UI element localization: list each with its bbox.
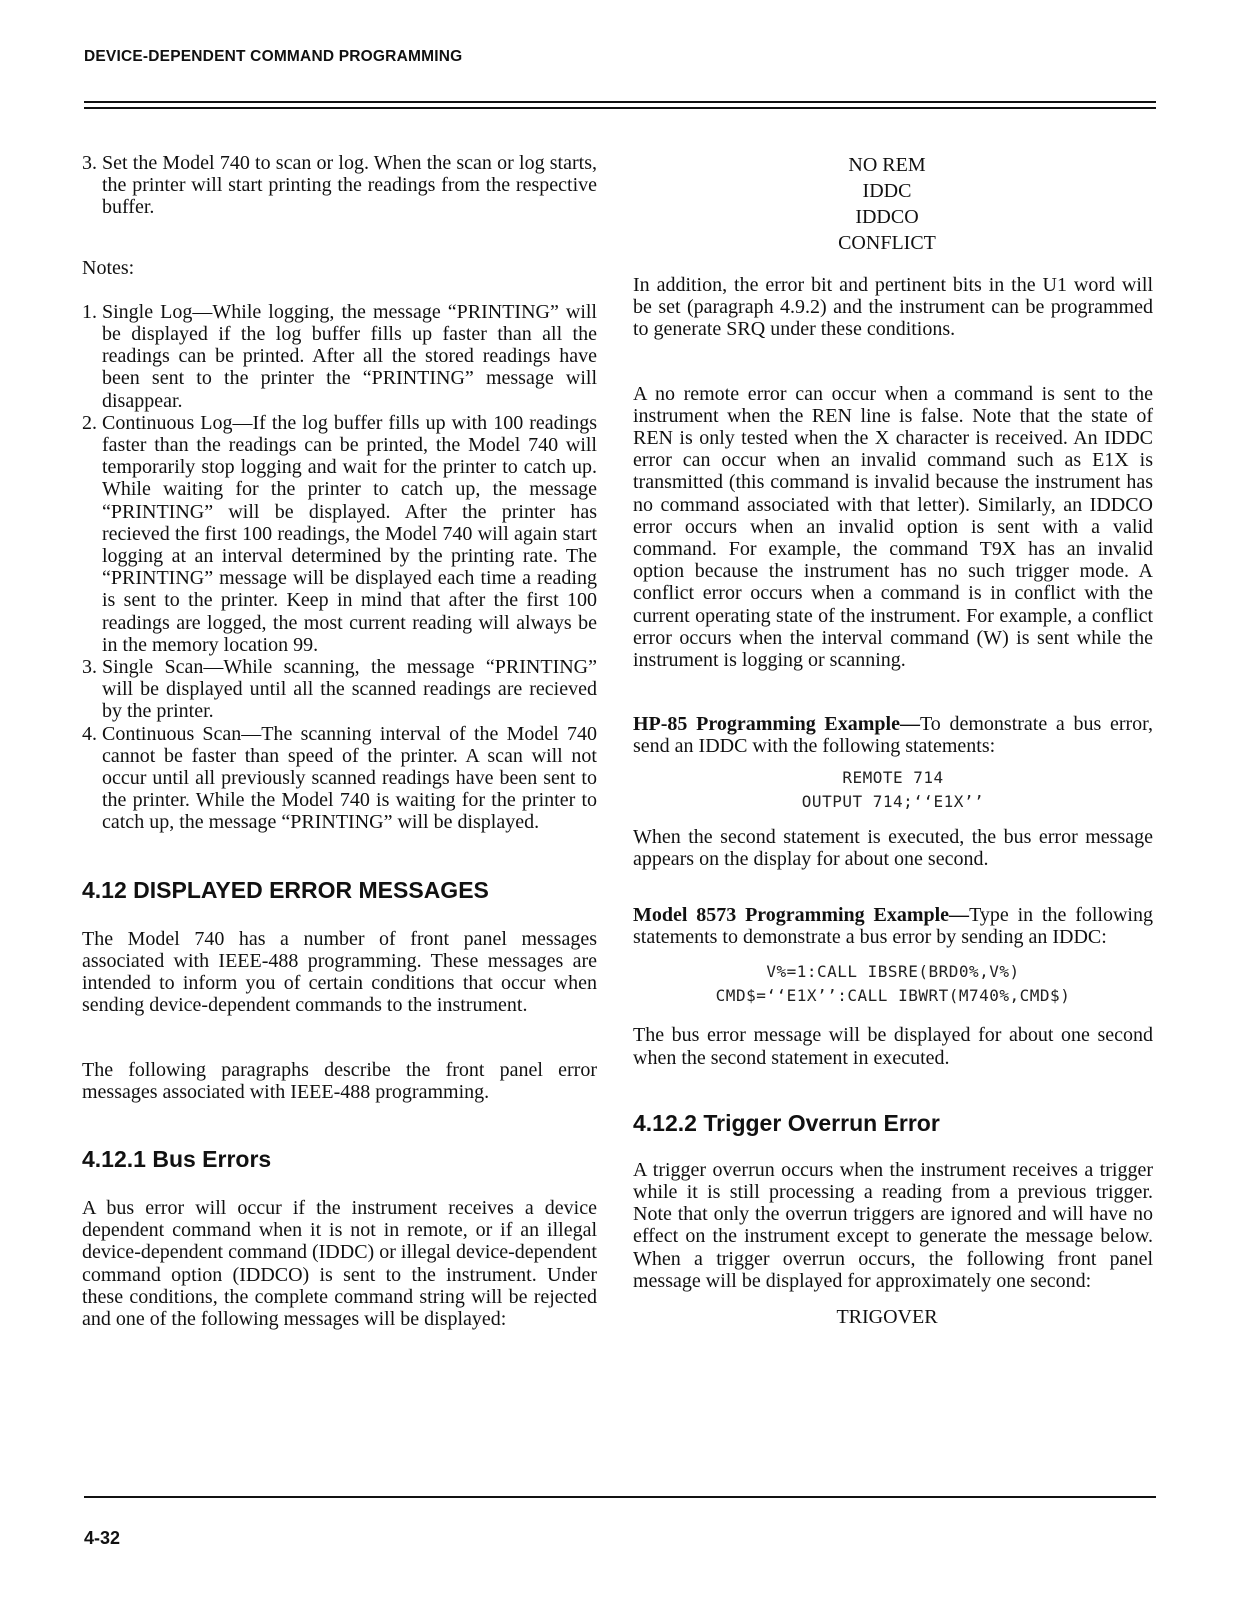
model-8573-code-block <box>633 960 1153 1008</box>
code-line: CMD$=‘‘E1X’’:CALL IBWRT(M740%,CMD$) <box>715 986 1071 1006</box>
note-number: 1. <box>82 300 97 323</box>
hp85-after-paragraph: When the second statement is executed, the bus error message appears on the display for about one second. <box>633 825 1153 870</box>
message-conflict: CONFLICT <box>838 232 936 254</box>
hp85-lead: HP-85 Programming Example— <box>633 713 920 736</box>
code-line: REMOTE 714 <box>842 767 944 787</box>
section-4-12-heading: 4.12 DISPLAYED ERROR MESSAGES <box>82 876 489 903</box>
hp85-text: To demonstrate a bus error, send an IDDC with the following statements: <box>633 713 1154 758</box>
hp85-code-block <box>633 766 1153 814</box>
notes-list <box>82 301 597 834</box>
section-4-12-1-heading: 4.12.1 Bus Errors <box>82 1145 272 1172</box>
header-rule-secondary <box>84 107 1156 109</box>
notes-label: Notes: <box>82 256 135 279</box>
right-column <box>633 152 1153 1328</box>
error-message-list <box>621 152 1153 256</box>
page-number: 4-32 <box>84 1528 121 1548</box>
model-8573-paragraph <box>633 904 1153 948</box>
note-text: Continuous Log—If the log buffer fills up with 100 readings faster than the readings can be printed, the Model 740 will temporarily stop logging and wait for the printer to catch up. While waiting for the printer to catch up, the message “PRINTING” will be displayed. After the printer has recieved the first 100 readings, the Model 740 will again start logging at an interval determined by the printing rate. The “PRINTING” message will be displayed each time a reading is sent to the printer. Keep in mind that after the first 100 readings are logged, the most current reading will always be in the memory location 99. <box>102 411 597 656</box>
note-text: Single Scan—While scanning, the message “PRINTING” will be displayed until all the scanned readings are recieved by the printer. <box>102 656 597 723</box>
code-line: V%=1:CALL IBSRE(BRD0%,V%) <box>766 962 1020 982</box>
step-text: Set the Model 740 to scan or log. When the scan or log starts, the printer will start printing the readings from the respective buffer. <box>102 152 597 219</box>
no-remote-paragraph: A no remote error can occur when a command is sent to the instrument when the REN line is false. Note that the state of REN is only tested when the X character is received. An IDDC error can occur when an invalid command such as E1X is transmitted (this command is invalid because the instrument has no command associated with that letter). Similarly, an IDDCO error occurs when an invalid option is sent with a valid command. For example, the command T9X has an invalid option because the instrument has no such trigger mode. A conflict error occurs when a command is in conflict with the current operating state of the instrument. For example, a conflict error occurs when the interval command (W) is sent while the instrument is logging or scanning. <box>633 382 1153 672</box>
section-4-12-paragraph: The following paragraphs describe the front panel error messages associated with IEEE-488 programming. <box>82 1058 597 1103</box>
message-iddco: IDDCO <box>855 206 919 228</box>
note-text: Continuous Scan—The scanning interval of the Model 740 cannot be faster than speed of the printer. A scan will not occur until all previously scanned readings have been sent to the printer. While the Model 740 is waiting for the printer to catch up, the message “PRINTING” will be displayed. <box>102 722 597 834</box>
note-item <box>82 412 597 656</box>
model-8573-after-paragraph: The bus error message will be displayed for about one second when the second statement in executed. <box>633 1024 1153 1069</box>
code-line: OUTPUT 714;‘‘E1X’’ <box>801 791 985 811</box>
model-8573-lead: Model 8573 Programming Example— <box>633 904 970 927</box>
page-header: DEVICE-DEPENDENT COMMAND PROGRAMMING <box>84 48 463 65</box>
header-rule <box>84 101 1156 103</box>
note-number: 4. <box>82 722 97 745</box>
note-item <box>82 723 597 834</box>
addition-paragraph: In addition, the error bit and pertinent bits in the U1 word will be set (paragraph 4.9.2) and the instrument can be programmed to generate SRQ under these conditions. <box>633 274 1153 341</box>
section-4-12-2-heading: 4.12.2 Trigger Overrun Error <box>633 1109 940 1136</box>
note-number: 3. <box>82 656 97 679</box>
message-iddc: IDDC <box>862 180 912 202</box>
note-item <box>82 656 597 723</box>
trigover-message: TRIGOVER <box>836 1306 938 1329</box>
hp85-paragraph <box>633 713 1153 757</box>
left-column <box>82 152 597 1330</box>
note-item <box>82 301 597 412</box>
step-number: 3. <box>82 152 97 174</box>
section-4-12-2-paragraph: A trigger overrun occurs when the instrument receives a trigger while it is still processing a reading from a previous trigger. Note that only the overrun triggers are ignored and will have no effect on the instrument except to generate the message below. When a trigger overrun occurs, the following front panel message will be displayed for approximately one second: <box>633 1158 1153 1292</box>
section-4-12-paragraph: The Model 740 has a number of front panel messages associated with IEEE-488 programming. These messages are intended to inform you of certain conditions that occur when sending device-dependent commands to the instrument. <box>82 927 597 1017</box>
footer-rule <box>84 1496 1156 1498</box>
step-list <box>82 152 597 219</box>
step-3 <box>82 152 597 219</box>
note-number: 2. <box>82 411 97 434</box>
message-no-rem: NO REM <box>848 154 926 176</box>
section-4-12-1-paragraph: A bus error will occur if the instrument receives a device dependent command when it is not in remote, or if an illegal device-dependent command (IDDC) or illegal device-dependent command option (IDDCO) is sent to the instrument. Under these conditions, the complete command string will be rejected and one of the following messages will be displayed: <box>82 1196 597 1330</box>
note-text: Single Log—While logging, the message “PRINTING” will be displayed if the log buffer fills up faster than all the readings can be printed. After all the stored readings have been sent to the printer the “PRINTING” message will disappear. <box>102 300 597 412</box>
model-8573-text: Type in the following statements to demonstrate a bus error by sending an IDDC: <box>633 904 1153 949</box>
